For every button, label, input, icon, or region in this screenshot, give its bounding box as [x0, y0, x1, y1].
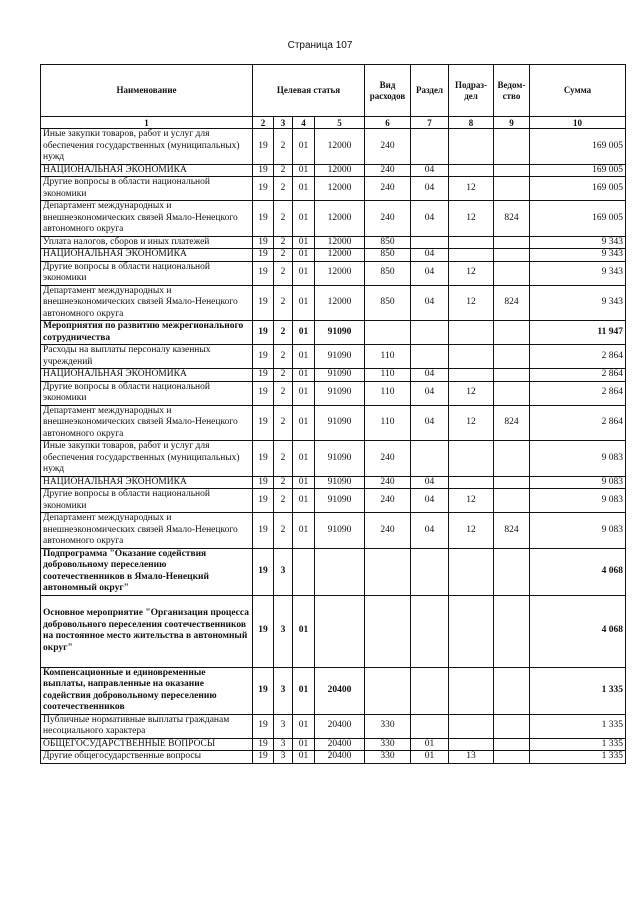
expense-type: 240	[365, 164, 411, 177]
section: 04	[411, 381, 449, 405]
row-sum: 9 343	[530, 285, 626, 321]
row-name: Уплата налогов, сборов и иных платежей	[41, 236, 253, 249]
section: 04	[411, 489, 449, 513]
row-name: НАЦИОНАЛЬНАЯ ЭКОНОМИКА	[41, 476, 253, 489]
target-code	[315, 548, 365, 595]
subsection	[449, 667, 494, 714]
expense-type	[365, 595, 411, 667]
target-part: 3	[274, 667, 293, 714]
table-row	[41, 236, 626, 249]
target-part: 19	[253, 595, 274, 667]
target-code: 20400	[315, 714, 365, 738]
target-part	[293, 548, 315, 595]
header-target-article: Целевая статья	[253, 65, 365, 117]
row-name: Мероприятия по развитию межрегионального сотрудничества	[41, 321, 253, 345]
section: 04	[411, 164, 449, 177]
row-sum: 4 068	[530, 595, 626, 667]
column-number: 5	[315, 117, 365, 129]
subsection	[449, 714, 494, 738]
target-part: 3	[274, 548, 293, 595]
department-code	[494, 129, 530, 165]
header-row	[41, 65, 626, 117]
target-part: 01	[293, 667, 315, 714]
row-name: Иные закупки товаров, работ и услуг для обеспечения государственных (муниципальных) нужд	[41, 441, 253, 477]
target-part: 01	[293, 345, 315, 369]
target-code: 91090	[315, 381, 365, 405]
subsection: 12	[449, 489, 494, 513]
subsection	[449, 595, 494, 667]
row-name: Департамент международных и внешнеэкономических связей Ямало-Ненецкого автономного округа	[41, 405, 253, 441]
expense-type: 240	[365, 129, 411, 165]
row-sum: 9 083	[530, 476, 626, 489]
section: 04	[411, 405, 449, 441]
department-code: 824	[494, 201, 530, 237]
row-name: Департамент международных и внешнеэкономических связей Ямало-Ненецкого автономного округа	[41, 285, 253, 321]
row-name: ОБЩЕГОСУДАРСТВЕННЫЕ ВОПРОСЫ	[41, 738, 253, 751]
target-part: 19	[253, 345, 274, 369]
target-part: 2	[274, 129, 293, 165]
target-code: 20400	[315, 751, 365, 764]
target-part: 2	[274, 369, 293, 382]
table-body	[41, 129, 626, 764]
expense-type	[365, 667, 411, 714]
target-part: 01	[293, 489, 315, 513]
target-code: 91090	[315, 489, 365, 513]
section: 04	[411, 285, 449, 321]
row-name: Основное мероприятие "Организация процесса добровольного переселения соотечественников на постоянное место жительства в автономный округ"	[41, 595, 253, 667]
target-part: 2	[274, 405, 293, 441]
subsection	[449, 321, 494, 345]
expense-type: 240	[365, 489, 411, 513]
row-name: НАЦИОНАЛЬНАЯ ЭКОНОМИКА	[41, 249, 253, 262]
subsection	[449, 369, 494, 382]
subsection	[449, 476, 494, 489]
row-sum: 2 864	[530, 369, 626, 382]
table-row	[41, 369, 626, 382]
target-part: 01	[293, 595, 315, 667]
table-row	[41, 738, 626, 751]
expense-type: 330	[365, 738, 411, 751]
row-sum: 169 005	[530, 177, 626, 201]
target-code: 12000	[315, 201, 365, 237]
target-part: 2	[274, 261, 293, 285]
target-part: 19	[253, 164, 274, 177]
expense-type	[365, 548, 411, 595]
row-name: Другие вопросы в области национальной экономики	[41, 489, 253, 513]
subsection	[449, 441, 494, 477]
row-name: Другие вопросы в области национальной экономики	[41, 261, 253, 285]
expense-type: 240	[365, 513, 411, 549]
department-code	[494, 738, 530, 751]
target-code: 20400	[315, 667, 365, 714]
department-code: 824	[494, 285, 530, 321]
section	[411, 548, 449, 595]
section: 04	[411, 249, 449, 262]
target-code: 91090	[315, 345, 365, 369]
target-part: 01	[293, 751, 315, 764]
section: 04	[411, 177, 449, 201]
target-code: 91090	[315, 321, 365, 345]
page-number: Страница 107	[287, 40, 353, 51]
target-part: 19	[253, 476, 274, 489]
table-row	[41, 476, 626, 489]
target-code: 12000	[315, 249, 365, 262]
row-name: Департамент международных и внешнеэкономических связей Ямало-Ненецкого автономного округа	[41, 201, 253, 237]
row-name: Другие вопросы в области национальной экономики	[41, 381, 253, 405]
section: 04	[411, 513, 449, 549]
target-part: 2	[274, 513, 293, 549]
row-sum: 11 947	[530, 321, 626, 345]
target-part: 01	[293, 738, 315, 751]
target-part: 2	[274, 441, 293, 477]
section: 01	[411, 738, 449, 751]
target-part: 01	[293, 476, 315, 489]
target-part: 3	[274, 738, 293, 751]
department-code	[494, 476, 530, 489]
row-name: Публичные нормативные выплаты гражданам несоциального характера	[41, 714, 253, 738]
row-name: Иные закупки товаров, работ и услуг для обеспечения государственных (муниципальных) нужд	[41, 129, 253, 165]
budget-table	[40, 64, 626, 764]
department-code: 824	[494, 405, 530, 441]
table-row	[41, 405, 626, 441]
department-code	[494, 177, 530, 201]
expense-type: 240	[365, 201, 411, 237]
column-number: 8	[449, 117, 494, 129]
column-number: 10	[530, 117, 626, 129]
row-sum: 169 005	[530, 129, 626, 165]
target-part: 19	[253, 548, 274, 595]
department-code	[494, 548, 530, 595]
column-number: 9	[494, 117, 530, 129]
subsection	[449, 738, 494, 751]
target-part: 01	[293, 236, 315, 249]
expense-type: 110	[365, 405, 411, 441]
target-code: 12000	[315, 177, 365, 201]
column-number: 1	[41, 117, 253, 129]
row-sum: 1 335	[530, 751, 626, 764]
target-code: 20400	[315, 738, 365, 751]
department-code: 824	[494, 513, 530, 549]
target-part: 2	[274, 345, 293, 369]
department-code	[494, 595, 530, 667]
row-name: Другие вопросы в области национальной экономики	[41, 177, 253, 201]
row-sum: 9 343	[530, 236, 626, 249]
table-row	[41, 751, 626, 764]
section	[411, 129, 449, 165]
subsection: 12	[449, 405, 494, 441]
expense-type: 110	[365, 381, 411, 405]
target-part: 3	[274, 595, 293, 667]
table-row	[41, 177, 626, 201]
target-code: 91090	[315, 513, 365, 549]
target-code: 91090	[315, 405, 365, 441]
target-code: 12000	[315, 285, 365, 321]
section	[411, 714, 449, 738]
expense-type: 240	[365, 441, 411, 477]
row-sum: 2 864	[530, 405, 626, 441]
row-name: Другие общегосударственные вопросы	[41, 751, 253, 764]
target-code: 12000	[315, 236, 365, 249]
target-part: 3	[274, 751, 293, 764]
subsection	[449, 548, 494, 595]
subsection: 12	[449, 261, 494, 285]
row-sum: 1 335	[530, 714, 626, 738]
department-code	[494, 249, 530, 262]
target-part: 19	[253, 369, 274, 382]
header-expense-type: Вид расходов	[365, 65, 411, 117]
header-department: Ведом-ство	[494, 65, 530, 117]
target-part: 19	[253, 129, 274, 165]
target-part: 2	[274, 489, 293, 513]
target-part: 01	[293, 177, 315, 201]
target-part: 01	[293, 249, 315, 262]
section: 01	[411, 751, 449, 764]
department-code	[494, 751, 530, 764]
target-part: 19	[253, 249, 274, 262]
department-code	[494, 321, 530, 345]
target-part: 2	[274, 285, 293, 321]
target-code: 91090	[315, 441, 365, 477]
target-part: 19	[253, 177, 274, 201]
target-code: 12000	[315, 129, 365, 165]
subsection	[449, 164, 494, 177]
target-part: 19	[253, 261, 274, 285]
row-sum: 9 083	[530, 441, 626, 477]
table-row	[41, 261, 626, 285]
row-sum: 169 005	[530, 164, 626, 177]
column-number: 2	[253, 117, 274, 129]
section	[411, 441, 449, 477]
subsection: 12	[449, 513, 494, 549]
header-name: Наименование	[41, 65, 253, 117]
department-code	[494, 261, 530, 285]
target-part: 01	[293, 201, 315, 237]
row-sum: 1 335	[530, 738, 626, 751]
target-part: 2	[274, 476, 293, 489]
expense-type: 330	[365, 751, 411, 764]
target-code	[315, 595, 365, 667]
target-part: 2	[274, 321, 293, 345]
target-part: 01	[293, 381, 315, 405]
target-code: 12000	[315, 164, 365, 177]
target-part: 2	[274, 381, 293, 405]
expense-type: 850	[365, 261, 411, 285]
table-row	[41, 714, 626, 738]
row-sum: 9 083	[530, 489, 626, 513]
column-number: 3	[274, 117, 293, 129]
section	[411, 595, 449, 667]
row-name: Подпрограмма "Оказание содействия добровольному переселению соотечественников в Ямало-Ненецкий автономный округ"	[41, 548, 253, 595]
table-row	[41, 201, 626, 237]
target-part: 01	[293, 714, 315, 738]
section: 04	[411, 201, 449, 237]
target-part: 19	[253, 201, 274, 237]
table-row	[41, 489, 626, 513]
column-number-row	[41, 117, 626, 129]
column-number: 7	[411, 117, 449, 129]
target-part: 19	[253, 285, 274, 321]
target-part: 2	[274, 164, 293, 177]
column-number: 4	[293, 117, 315, 129]
target-part: 19	[253, 667, 274, 714]
target-part: 01	[293, 441, 315, 477]
table-row	[41, 548, 626, 595]
subsection	[449, 345, 494, 369]
target-part: 19	[253, 738, 274, 751]
target-part: 01	[293, 129, 315, 165]
target-part: 01	[293, 405, 315, 441]
table-row	[41, 513, 626, 549]
table-row	[41, 285, 626, 321]
header-section: Раздел	[411, 65, 449, 117]
expense-type	[365, 321, 411, 345]
subsection	[449, 236, 494, 249]
target-code: 91090	[315, 369, 365, 382]
target-part: 2	[274, 201, 293, 237]
row-sum: 169 005	[530, 201, 626, 237]
target-part: 01	[293, 261, 315, 285]
table-row	[41, 381, 626, 405]
row-name: Расходы на выплаты персоналу казенных учреждений	[41, 345, 253, 369]
row-sum: 1 335	[530, 667, 626, 714]
expense-type: 850	[365, 236, 411, 249]
department-code	[494, 381, 530, 405]
section: 04	[411, 369, 449, 382]
department-code	[494, 345, 530, 369]
expense-type: 330	[365, 714, 411, 738]
header-sum: Сумма	[530, 65, 626, 117]
expense-type: 240	[365, 177, 411, 201]
target-part: 19	[253, 513, 274, 549]
table-row	[41, 129, 626, 165]
department-code	[494, 369, 530, 382]
subsection: 13	[449, 751, 494, 764]
column-number: 6	[365, 117, 411, 129]
expense-type: 240	[365, 476, 411, 489]
expense-type: 850	[365, 285, 411, 321]
row-sum: 2 864	[530, 381, 626, 405]
table-row	[41, 249, 626, 262]
expense-type: 110	[365, 345, 411, 369]
row-name: Компенсационные и единовременные выплаты, направленные на оказание содействия добровольному переселению соотечественников	[41, 667, 253, 714]
target-part: 01	[293, 164, 315, 177]
department-code	[494, 714, 530, 738]
target-code: 91090	[315, 476, 365, 489]
row-sum: 9 343	[530, 249, 626, 262]
subsection: 12	[449, 177, 494, 201]
target-part: 19	[253, 405, 274, 441]
section	[411, 667, 449, 714]
target-part: 19	[253, 236, 274, 249]
target-part: 19	[253, 714, 274, 738]
section: 04	[411, 476, 449, 489]
target-part: 01	[293, 513, 315, 549]
target-part: 01	[293, 369, 315, 382]
target-part: 19	[253, 441, 274, 477]
table-row	[41, 164, 626, 177]
target-part: 01	[293, 285, 315, 321]
department-code	[494, 489, 530, 513]
target-part: 19	[253, 381, 274, 405]
table-row	[41, 321, 626, 345]
target-part: 19	[253, 489, 274, 513]
section	[411, 321, 449, 345]
target-part: 2	[274, 236, 293, 249]
table-row	[41, 441, 626, 477]
department-code	[494, 164, 530, 177]
section	[411, 236, 449, 249]
subsection: 12	[449, 201, 494, 237]
subsection: 12	[449, 381, 494, 405]
target-part: 2	[274, 177, 293, 201]
subsection	[449, 129, 494, 165]
department-code	[494, 667, 530, 714]
row-name: НАЦИОНАЛЬНАЯ ЭКОНОМИКА	[41, 369, 253, 382]
row-name: НАЦИОНАЛЬНАЯ ЭКОНОМИКА	[41, 164, 253, 177]
row-sum: 4 068	[530, 548, 626, 595]
section: 04	[411, 261, 449, 285]
target-part: 01	[293, 321, 315, 345]
target-code: 12000	[315, 261, 365, 285]
department-code	[494, 236, 530, 249]
target-part: 3	[274, 714, 293, 738]
subsection	[449, 249, 494, 262]
expense-type: 850	[365, 249, 411, 262]
expense-type: 110	[365, 369, 411, 382]
section	[411, 345, 449, 369]
row-sum: 2 864	[530, 345, 626, 369]
department-code	[494, 441, 530, 477]
row-sum: 9 083	[530, 513, 626, 549]
table-row	[41, 595, 626, 667]
row-sum: 9 343	[530, 261, 626, 285]
subsection: 12	[449, 285, 494, 321]
target-part: 19	[253, 751, 274, 764]
target-part: 19	[253, 321, 274, 345]
table-row	[41, 667, 626, 714]
header-subsection: Подраз-дел	[449, 65, 494, 117]
table-row	[41, 345, 626, 369]
target-part: 2	[274, 249, 293, 262]
row-name: Департамент международных и внешнеэкономических связей Ямало-Ненецкого автономного округа	[41, 513, 253, 549]
